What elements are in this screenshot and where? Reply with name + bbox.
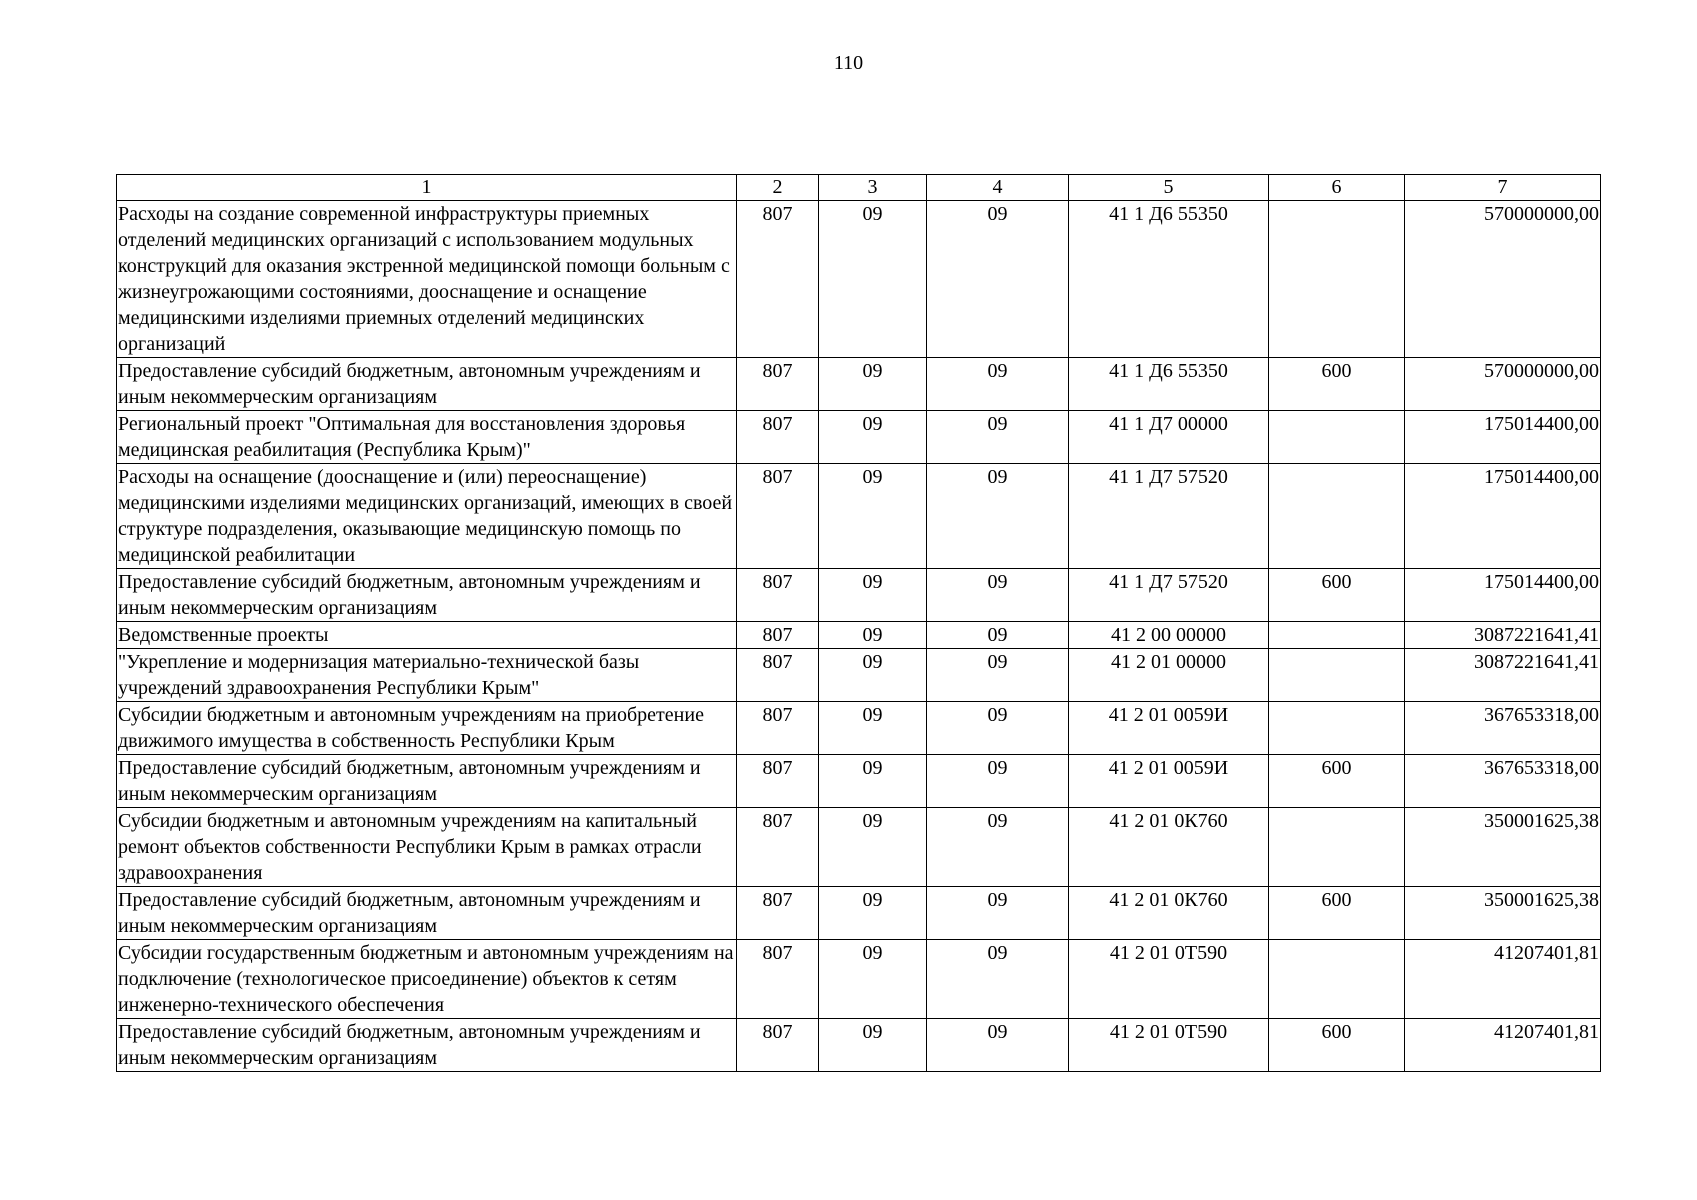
row-code-cell: 807 — [737, 569, 819, 622]
table-row — [117, 755, 1601, 808]
table-row — [117, 411, 1601, 464]
row-expense-type-cell — [1269, 649, 1405, 702]
row-code-cell: 807 — [737, 622, 819, 649]
col-header-1: 1 — [117, 175, 737, 201]
row-subsection-cell: 09 — [927, 622, 1069, 649]
row-amount-cell: 41207401,81 — [1405, 1019, 1601, 1072]
row-section-cell: 09 — [819, 755, 927, 808]
row-name-cell: Предоставление субсидий бюджетным, автономным учреждениям и иным некоммерческим организациям — [117, 569, 737, 622]
row-target-item-cell: 41 2 01 0К760 — [1069, 808, 1269, 887]
row-section-cell: 09 — [819, 411, 927, 464]
row-expense-type-cell — [1269, 940, 1405, 1019]
table-row — [117, 1019, 1601, 1072]
row-target-item-cell: 41 2 01 00000 — [1069, 649, 1269, 702]
table-row — [117, 702, 1601, 755]
row-subsection-cell: 09 — [927, 940, 1069, 1019]
row-section-cell: 09 — [819, 464, 927, 569]
row-section-cell: 09 — [819, 887, 927, 940]
row-target-item-cell: 41 1 Д7 57520 — [1069, 464, 1269, 569]
row-subsection-cell: 09 — [927, 702, 1069, 755]
row-subsection-cell: 09 — [927, 464, 1069, 569]
row-subsection-cell: 09 — [927, 808, 1069, 887]
row-name-cell: Региональный проект "Оптимальная для восстановления здоровья медицинская реабилитация (Республика Крым)" — [117, 411, 737, 464]
row-amount-cell: 41207401,81 — [1405, 940, 1601, 1019]
row-code-cell: 807 — [737, 201, 819, 358]
row-target-item-cell: 41 1 Д7 00000 — [1069, 411, 1269, 464]
row-code-cell: 807 — [737, 940, 819, 1019]
row-name-cell: Предоставление субсидий бюджетным, автономным учреждениям и иным некоммерческим организациям — [117, 1019, 737, 1072]
row-target-item-cell: 41 2 01 0Т590 — [1069, 1019, 1269, 1072]
row-expense-type-cell: 600 — [1269, 569, 1405, 622]
row-section-cell: 09 — [819, 1019, 927, 1072]
row-target-item-cell: 41 1 Д7 57520 — [1069, 569, 1269, 622]
row-code-cell: 807 — [737, 808, 819, 887]
row-target-item-cell: 41 1 Д6 55350 — [1069, 201, 1269, 358]
row-subsection-cell: 09 — [927, 887, 1069, 940]
row-amount-cell: 367653318,00 — [1405, 755, 1601, 808]
row-section-cell: 09 — [819, 622, 927, 649]
row-code-cell: 807 — [737, 649, 819, 702]
row-expense-type-cell — [1269, 808, 1405, 887]
row-subsection-cell: 09 — [927, 1019, 1069, 1072]
row-target-item-cell: 41 1 Д6 55350 — [1069, 358, 1269, 411]
row-code-cell: 807 — [737, 702, 819, 755]
row-expense-type-cell: 600 — [1269, 358, 1405, 411]
table-row — [117, 622, 1601, 649]
row-amount-cell: 350001625,38 — [1405, 808, 1601, 887]
budget-table — [116, 174, 1601, 1072]
col-header-2: 2 — [737, 175, 819, 201]
table-row — [117, 887, 1601, 940]
row-name-cell: Предоставление субсидий бюджетным, автономным учреждениям и иным некоммерческим организациям — [117, 887, 737, 940]
header-row — [117, 175, 1601, 201]
col-header-4: 4 — [927, 175, 1069, 201]
row-amount-cell: 3087221641,41 — [1405, 649, 1601, 702]
col-header-6: 6 — [1269, 175, 1405, 201]
row-name-cell: Субсидии бюджетным и автономным учреждениям на приобретение движимого имущества в собственность Республики Крым — [117, 702, 737, 755]
row-target-item-cell: 41 2 00 00000 — [1069, 622, 1269, 649]
row-section-cell: 09 — [819, 569, 927, 622]
row-name-cell: Расходы на оснащение (дооснащение и (или) переоснащение) медицинскими изделиями медицинских организаций, имеющих в своей структуре подразделения, оказывающие медицинскую помощь по медицинской реабилитации — [117, 464, 737, 569]
row-subsection-cell: 09 — [927, 755, 1069, 808]
row-name-cell: Предоставление субсидий бюджетным, автономным учреждениям и иным некоммерческим организациям — [117, 358, 737, 411]
row-name-cell: Расходы на создание современной инфраструктуры приемных отделений медицинских организаций с использованием модульных конструкций для оказания экстренной медицинской помощи больным с жизнеугрожающими состояниями, дооснащение и оснащение медицинскими изделиями приемных отделений медицинских организаций — [117, 201, 737, 358]
row-code-cell: 807 — [737, 887, 819, 940]
row-expense-type-cell: 600 — [1269, 755, 1405, 808]
row-expense-type-cell: 600 — [1269, 887, 1405, 940]
row-code-cell: 807 — [737, 755, 819, 808]
row-name-cell: Субсидии государственным бюджетным и автономным учреждениям на подключение (технологическое присоединение) объектов к сетям инженерно-технического обеспечения — [117, 940, 737, 1019]
table-row — [117, 464, 1601, 569]
col-header-3: 3 — [819, 175, 927, 201]
row-subsection-cell: 09 — [927, 358, 1069, 411]
table-row — [117, 649, 1601, 702]
row-subsection-cell: 09 — [927, 411, 1069, 464]
row-amount-cell: 570000000,00 — [1405, 201, 1601, 358]
row-amount-cell: 570000000,00 — [1405, 358, 1601, 411]
row-subsection-cell: 09 — [927, 649, 1069, 702]
row-section-cell: 09 — [819, 201, 927, 358]
table-row — [117, 358, 1601, 411]
row-amount-cell: 175014400,00 — [1405, 411, 1601, 464]
table-row — [117, 201, 1601, 358]
row-section-cell: 09 — [819, 649, 927, 702]
row-section-cell: 09 — [819, 358, 927, 411]
row-code-cell: 807 — [737, 1019, 819, 1072]
row-code-cell: 807 — [737, 464, 819, 569]
page-number: 110 — [833, 52, 864, 74]
row-expense-type-cell — [1269, 201, 1405, 358]
row-expense-type-cell: 600 — [1269, 1019, 1405, 1072]
row-subsection-cell: 09 — [927, 201, 1069, 358]
row-subsection-cell: 09 — [927, 569, 1069, 622]
col-header-7: 7 — [1405, 175, 1601, 201]
row-name-cell: "Укрепление и модернизация материально-технической базы учреждений здравоохранения Республики Крым" — [117, 649, 737, 702]
row-amount-cell: 350001625,38 — [1405, 887, 1601, 940]
row-section-cell: 09 — [819, 808, 927, 887]
row-expense-type-cell — [1269, 411, 1405, 464]
row-target-item-cell: 41 2 01 0059И — [1069, 702, 1269, 755]
row-amount-cell: 367653318,00 — [1405, 702, 1601, 755]
row-name-cell: Ведомственные проекты — [117, 622, 737, 649]
row-section-cell: 09 — [819, 702, 927, 755]
row-expense-type-cell — [1269, 622, 1405, 649]
row-target-item-cell: 41 2 01 0К760 — [1069, 887, 1269, 940]
col-header-5: 5 — [1069, 175, 1269, 201]
row-name-cell: Субсидии бюджетным и автономным учреждениям на капитальный ремонт объектов собственности Республики Крым в рамках отрасли здравоохранения — [117, 808, 737, 887]
table-row — [117, 940, 1601, 1019]
row-amount-cell: 175014400,00 — [1405, 569, 1601, 622]
row-section-cell: 09 — [819, 940, 927, 1019]
row-target-item-cell: 41 2 01 0059И — [1069, 755, 1269, 808]
table-body — [117, 201, 1601, 1072]
table-row — [117, 808, 1601, 887]
row-expense-type-cell — [1269, 702, 1405, 755]
row-target-item-cell: 41 2 01 0Т590 — [1069, 940, 1269, 1019]
row-name-cell: Предоставление субсидий бюджетным, автономным учреждениям и иным некоммерческим организациям — [117, 755, 737, 808]
row-amount-cell: 3087221641,41 — [1405, 622, 1601, 649]
row-code-cell: 807 — [737, 358, 819, 411]
table-row — [117, 569, 1601, 622]
row-expense-type-cell — [1269, 464, 1405, 569]
row-code-cell: 807 — [737, 411, 819, 464]
row-amount-cell: 175014400,00 — [1405, 464, 1601, 569]
